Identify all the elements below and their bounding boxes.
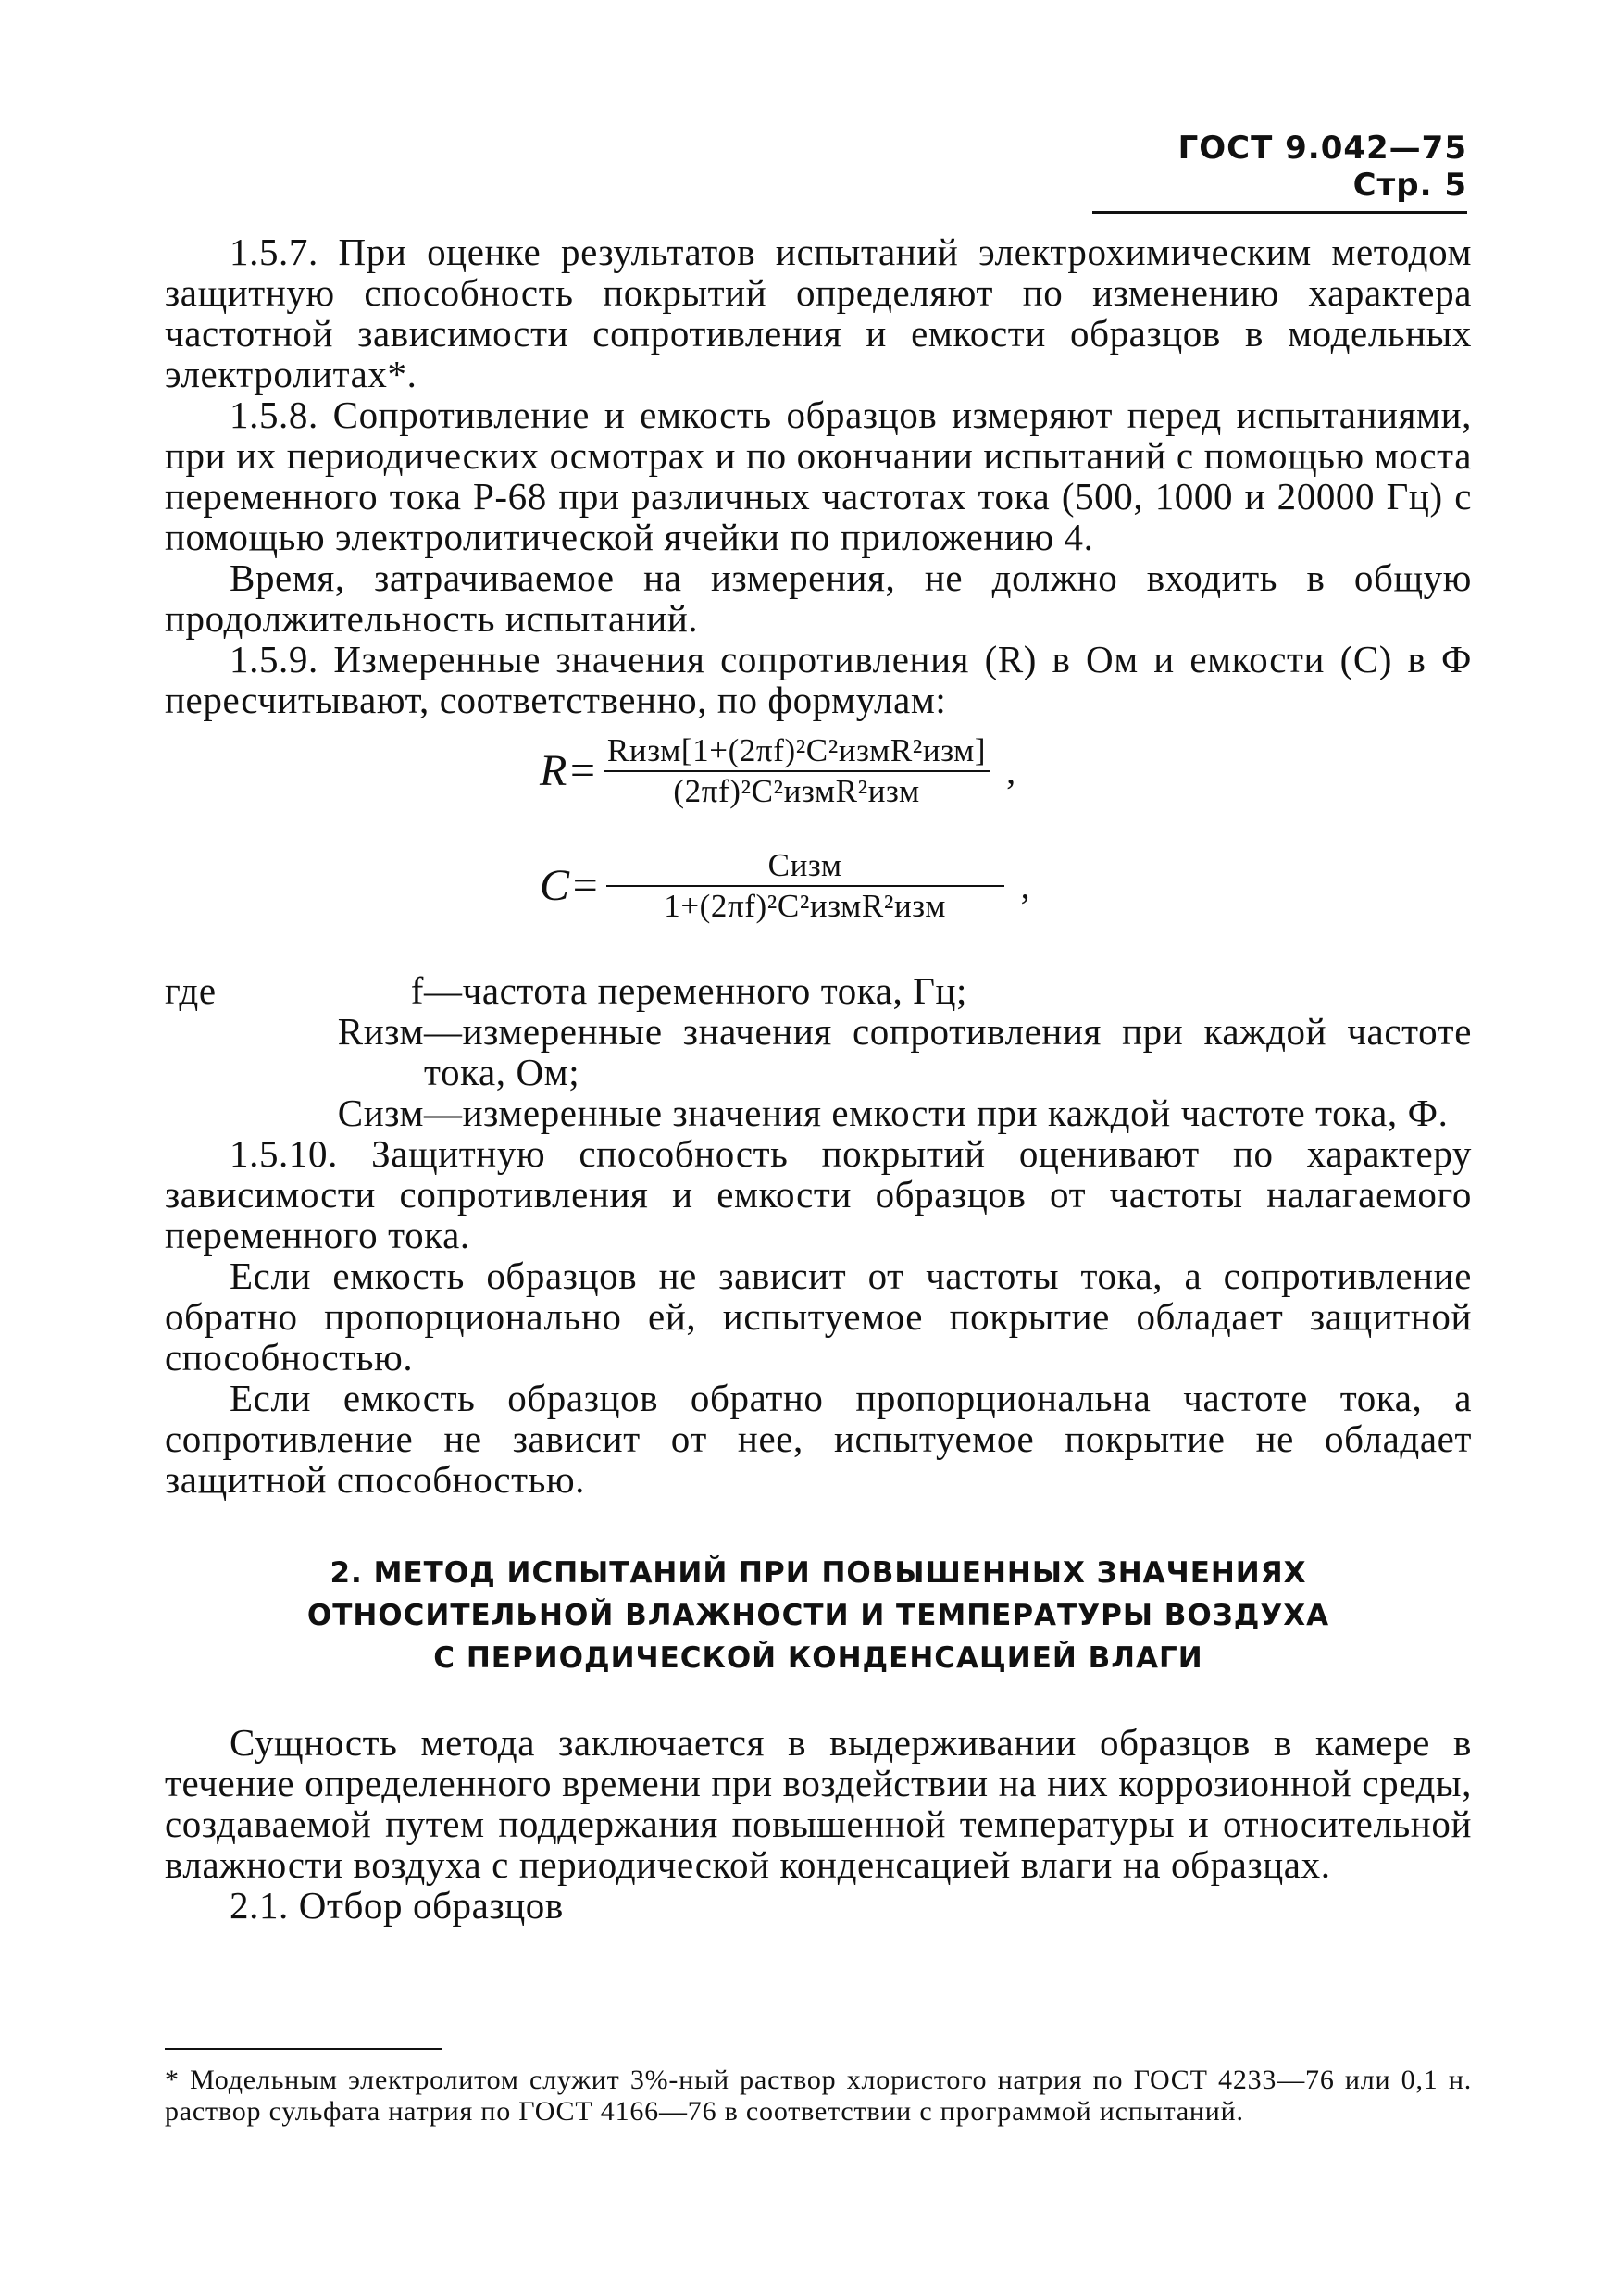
where-label: где xyxy=(165,969,217,1012)
paragraph-1-5-7: 1.5.7. При оценке результатов испытаний электрохимическим методом защитную способность покрытий определяют по изменению характера частотной зависимости сопротивления и емкости образцов в модельных электролитах*. xyxy=(165,231,1472,395)
definition-row xyxy=(165,1011,1472,1092)
footnote-divider xyxy=(165,2048,442,2050)
formula-c-comma: , xyxy=(1020,865,1031,906)
paragraph-2-1: 2.1. Отбор образцов xyxy=(230,1884,564,1927)
footnote: * Модельным электролитом служит 3%-ный раствор хлористого натрия по ГОСТ 4233—76 или 0,1 н. раствор сульфата натрия по ГОСТ 4166—76 в соответствии с программой испытаний. xyxy=(165,2065,1472,2127)
formula-r-comma: , xyxy=(1006,750,1016,792)
section-heading-line: С ПЕРИОДИЧЕСКОЙ КОНДЕНСАЦИЕЙ ВЛАГИ xyxy=(433,1641,1203,1675)
formula-r-lhs: R= xyxy=(540,746,598,795)
definition-symbol: Cизм xyxy=(337,1092,424,1134)
section-heading-line: ОТНОСИТЕЛЬНОЙ ВЛАЖНОСТИ И ТЕМПЕРАТУРЫ ВОЗДУХА xyxy=(306,1599,1330,1632)
formula-c-lhs: C= xyxy=(540,861,601,910)
paragraph-section-2: Сущность метода заключается в выдерживании образцов в камере в течение определенного времени при воздействии на них коррозионной среды, создаваемой путем поддержания повышенной температуры и относительной влажности воздуха с периодической конденсацией влаги на образцах. xyxy=(165,1721,1472,1886)
definition-symbol: f xyxy=(410,969,424,1012)
variable-definitions xyxy=(165,970,1472,1133)
paragraph-1-5-10: 1.5.10. Защитную способность покрытий оценивают по характеру зависимости сопротивления и емкости образцов от частоты налагаемого переменного тока. xyxy=(165,1132,1472,1256)
definition-text: —частота переменного тока, Гц; xyxy=(424,969,968,1012)
formula-c-denominator: 1+(2πf)²C²измR²изм xyxy=(664,888,946,924)
section-heading xyxy=(165,1552,1472,1679)
formula-r-numerator: Rизм[1+(2πf)²C²измR²изм] xyxy=(606,732,987,768)
page-header: ГОСТ 9.042—75 Стр. 5 xyxy=(1092,130,1467,214)
definition-symbol: Rизм xyxy=(337,1010,424,1053)
paragraph-1-5-8-time: Время, затрачиваемое на измерения, не должно входить в общую продолжительность испытаний. xyxy=(165,556,1472,640)
formula-r-denominator: (2πf)²C²измR²изм xyxy=(673,773,920,809)
paragraph-1-5-8: 1.5.8. Сопротивление и емкость образцов измеряют перед испытаниями, при их периодических осмотрах и по окончании испытаний с помощью моста переменного тока Р-68 при различных частотах тока (500, 1000 и 20000 Гц) с помощью электролитической ячейки по приложению 4. xyxy=(165,393,1472,558)
formula-block xyxy=(165,724,1472,965)
section-heading-line: 2. МЕТОД ИСПЫТАНИЙ ПРИ ПОВЫШЕННЫХ ЗНАЧЕНИЯХ xyxy=(330,1556,1307,1590)
formula-r xyxy=(540,731,1016,811)
formula-c-numerator: Cизм xyxy=(767,847,842,883)
paragraph-1-5-9: 1.5.9. Измеренные значения сопротивления (R) в Ом и емкости (C) в Ф пересчитывают, соответственно, по формулам: xyxy=(165,638,1472,721)
formula-c xyxy=(540,846,1030,926)
document-body xyxy=(165,231,1472,1926)
definition-row xyxy=(165,970,1472,1011)
definition-text: —измеренные значения сопротивления при каждой частоте тока, Ом; xyxy=(424,1010,1472,1093)
paragraph-1-5-10-protective: Если емкость образцов не зависит от частоты тока, а сопротивление обратно пропорционально ей, испытуемое покрытие обладает защитной способностью. xyxy=(165,1254,1472,1379)
definition-text: —измеренные значения емкости при каждой частоте тока, Ф. xyxy=(424,1092,1449,1134)
paragraph-1-5-10-non-protective: Если емкость образцов обратно пропорциональна частоте тока, а сопротивление не зависит от нее, испытуемое покрытие не обладает защитной способностью. xyxy=(165,1377,1472,1501)
definition-row xyxy=(165,1092,1472,1133)
